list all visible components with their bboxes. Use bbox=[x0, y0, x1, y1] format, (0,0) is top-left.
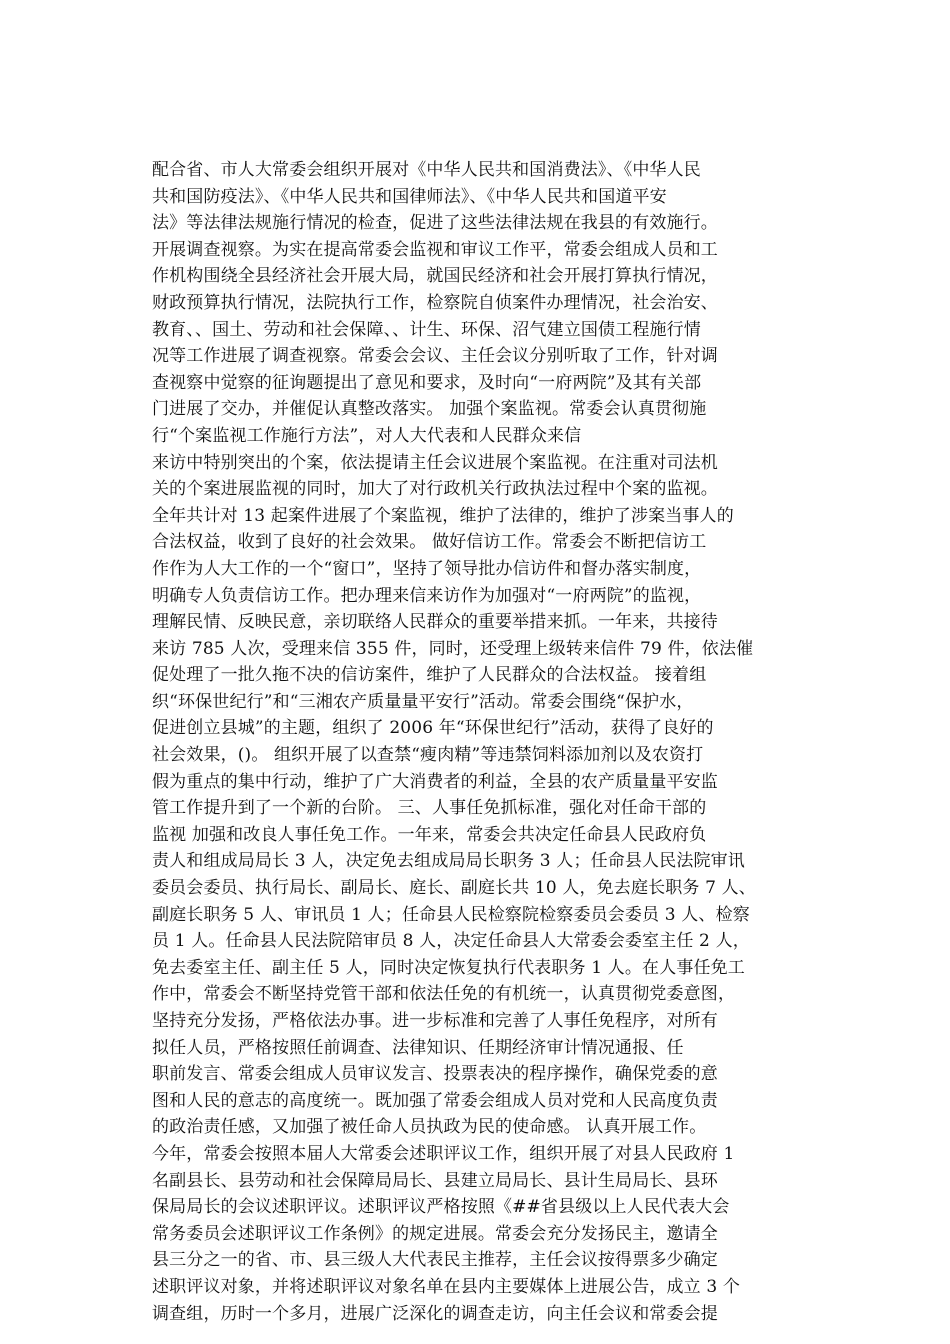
text-line: 今年，常委会按照本届人大常委会述职评议工作，组织开展了对县人民政府 1 bbox=[152, 1143, 735, 1164]
text-line: 门进展了交办，并催促认真整改落实。 加强个案监视。常委会认真贯彻施 bbox=[152, 399, 707, 420]
text-line: 促进创立县城”的主题，组织了 2006 年“环保世纪行”活动，获得了良好的 bbox=[152, 718, 714, 739]
text-line: 拟任人员，严格按照任前调查、法律知识、任期经济审计情况通报、任 bbox=[152, 1037, 684, 1058]
text-line: 述职评议对象，并将述职评议对象名单在县内主要媒体上进展公告，成立 3 个 bbox=[152, 1276, 741, 1297]
text-line: 开展调查视察。为实在提高常委会监视和审议工作平，常委会组成人员和工 bbox=[152, 239, 718, 260]
text-line: 合法权益，收到了良好的社会效果。 做好信访工作。常委会不断把信访工 bbox=[152, 532, 707, 553]
text-line: 织“环保世纪行”和“三湘农产质量量平安行”活动。常委会围绕“保护水， bbox=[152, 691, 694, 712]
text-line: 委员会委员、执行局长、副局长、庭长、副庭长共 10 人，免去庭长职务 7 人、 bbox=[152, 878, 756, 899]
text-line: 调查组，历时一个多月，进展广泛深化的调查走访，向主任会议和常委会提 bbox=[152, 1303, 718, 1324]
text-line: 来访 785 人次，受理来信 355 件，同时，还受理上级转来信件 79 件，依法催 bbox=[152, 638, 754, 659]
text-line: 责人和组成局局长 3 人，决定免去组成局局长职务 3 人；任命县人民法院审讯 bbox=[152, 851, 745, 872]
text-line: 作作为人大工作的一个“窗口”，坚持了领导批办信访件和督办落实制度， bbox=[152, 558, 702, 579]
body-text bbox=[152, 157, 802, 1327]
text-line: 理解民情、反映民意，亲切联络人民群众的重要举措来抓。一年来，共接待 bbox=[152, 612, 718, 633]
text-line: 财政预算执行情况，法院执行工作，检察院自侦案件办理情况，社会治安、 bbox=[152, 292, 718, 313]
text-line: 行“个案监视工作施行方法”，对人大代表和人民群众来信 bbox=[152, 425, 582, 446]
text-line: 副庭长职务 5 人、审讯员 1 人；任命县人民检察院检察委员会委员 3 人、检察 bbox=[152, 904, 750, 925]
text-line: 坚持充分发扬，严格依法办事。进一步标准和完善了人事任免程序，对所有 bbox=[152, 1011, 718, 1031]
text-line: 教育、、国土、劳动和社会保障、、计生、环保、沼气建立国债工程施行情 bbox=[152, 319, 701, 340]
text-line: 作中，常委会不断坚持党管干部和依法任免的有机统一，认真贯彻党委意图， bbox=[152, 984, 736, 1005]
text-line: 法》等法律法规施行情况的检查，促进了这些法律法规在我县的有效施行。 bbox=[152, 213, 718, 234]
text-line: 配合省、市人大常委会组织开展对《中华人民共和国消费法》、《中华人民 bbox=[152, 160, 701, 180]
text-line: 全年共计对 13 起案件进展了个案监视，维护了法律的，维护了涉案当事人的 bbox=[152, 505, 734, 526]
text-line: 关的个案进展监视的同时，加大了对行政机关行政执法过程中个案的监视。 bbox=[152, 479, 718, 500]
text-line: 的政治责任感，又加强了被任命人员执政为民的使命感。 认真开展工作。 bbox=[152, 1117, 707, 1138]
text-line: 名副县长、县劳动和社会保障局局长、县建立局局长、县计生局局长、县环 bbox=[152, 1170, 718, 1191]
text-line: 明确专人负责信访工作。把办理来信来访作为加强对“一府两院”的监视， bbox=[152, 585, 702, 606]
text-line: 促处理了一批久拖不决的信访案件，维护了人民群众的合法权益。 接着组 bbox=[152, 665, 707, 686]
text-line: 常务委员会述职评议工作条例》的规定进展。常委会充分发扬民主，邀请全 bbox=[152, 1223, 718, 1244]
text-line: 员 1 人。任命县人民法院陪审员 8 人，决定任命县人大常委会委室主任 2 人， bbox=[152, 931, 750, 952]
text-line: 县三分之一的省、市、县三级人大代表民主推荐，主任会议按得票多少确定 bbox=[152, 1250, 718, 1271]
text-line: 查视察中觉察的征询题提出了意见和要求，及时向“一府两院”及其有关部 bbox=[152, 372, 702, 393]
text-line: 图和人民的意志的高度统一。既加强了常委会组成人员对党和人民高度负责 bbox=[152, 1090, 718, 1111]
text-line: 共和国防疫法》、《中华人民共和国律师法》、《中华人民共和国道平安 bbox=[152, 186, 667, 207]
text-line: 监视 加强和改良人事任免工作。一年来，常委会共决定任命县人民政府负 bbox=[152, 824, 707, 845]
text-line: 保局局长的会议述职评议。述职评议严格按照《##省县级以上人民代表大会 bbox=[152, 1197, 730, 1218]
text-line: 况等工作进展了调查视察。常委会会议、主任会议分别听取了工作，针对调 bbox=[152, 346, 718, 367]
text-line: 职前发言、常委会组成人员审议发言、投票表决的程序操作，确保党委的意 bbox=[152, 1064, 718, 1085]
text-line: 来访中特别突出的个案，依法提请主任会议进展个案监视。在注重对司法机 bbox=[152, 452, 718, 473]
text-line: 作机构围绕全县经济社会开展大局，就国民经济和社会开展打算执行情况， bbox=[152, 266, 718, 287]
text-line: 假为重点的集中行动，维护了广大消费者的利益，全县的农产质量量平安监 bbox=[152, 771, 718, 792]
text-line: 社会效果，()。 组织开展了以查禁“瘦肉精”等违禁饲料添加剂以及农资打 bbox=[152, 745, 704, 766]
text-line: 管工作提升到了一个新的台阶。 三、人事任免抓标准，强化对任命干部的 bbox=[152, 798, 707, 819]
text-line: 免去委室主任、副主任 5 人，同时决定恢复执行代表职务 1 人。在人事任免工 bbox=[152, 957, 745, 978]
